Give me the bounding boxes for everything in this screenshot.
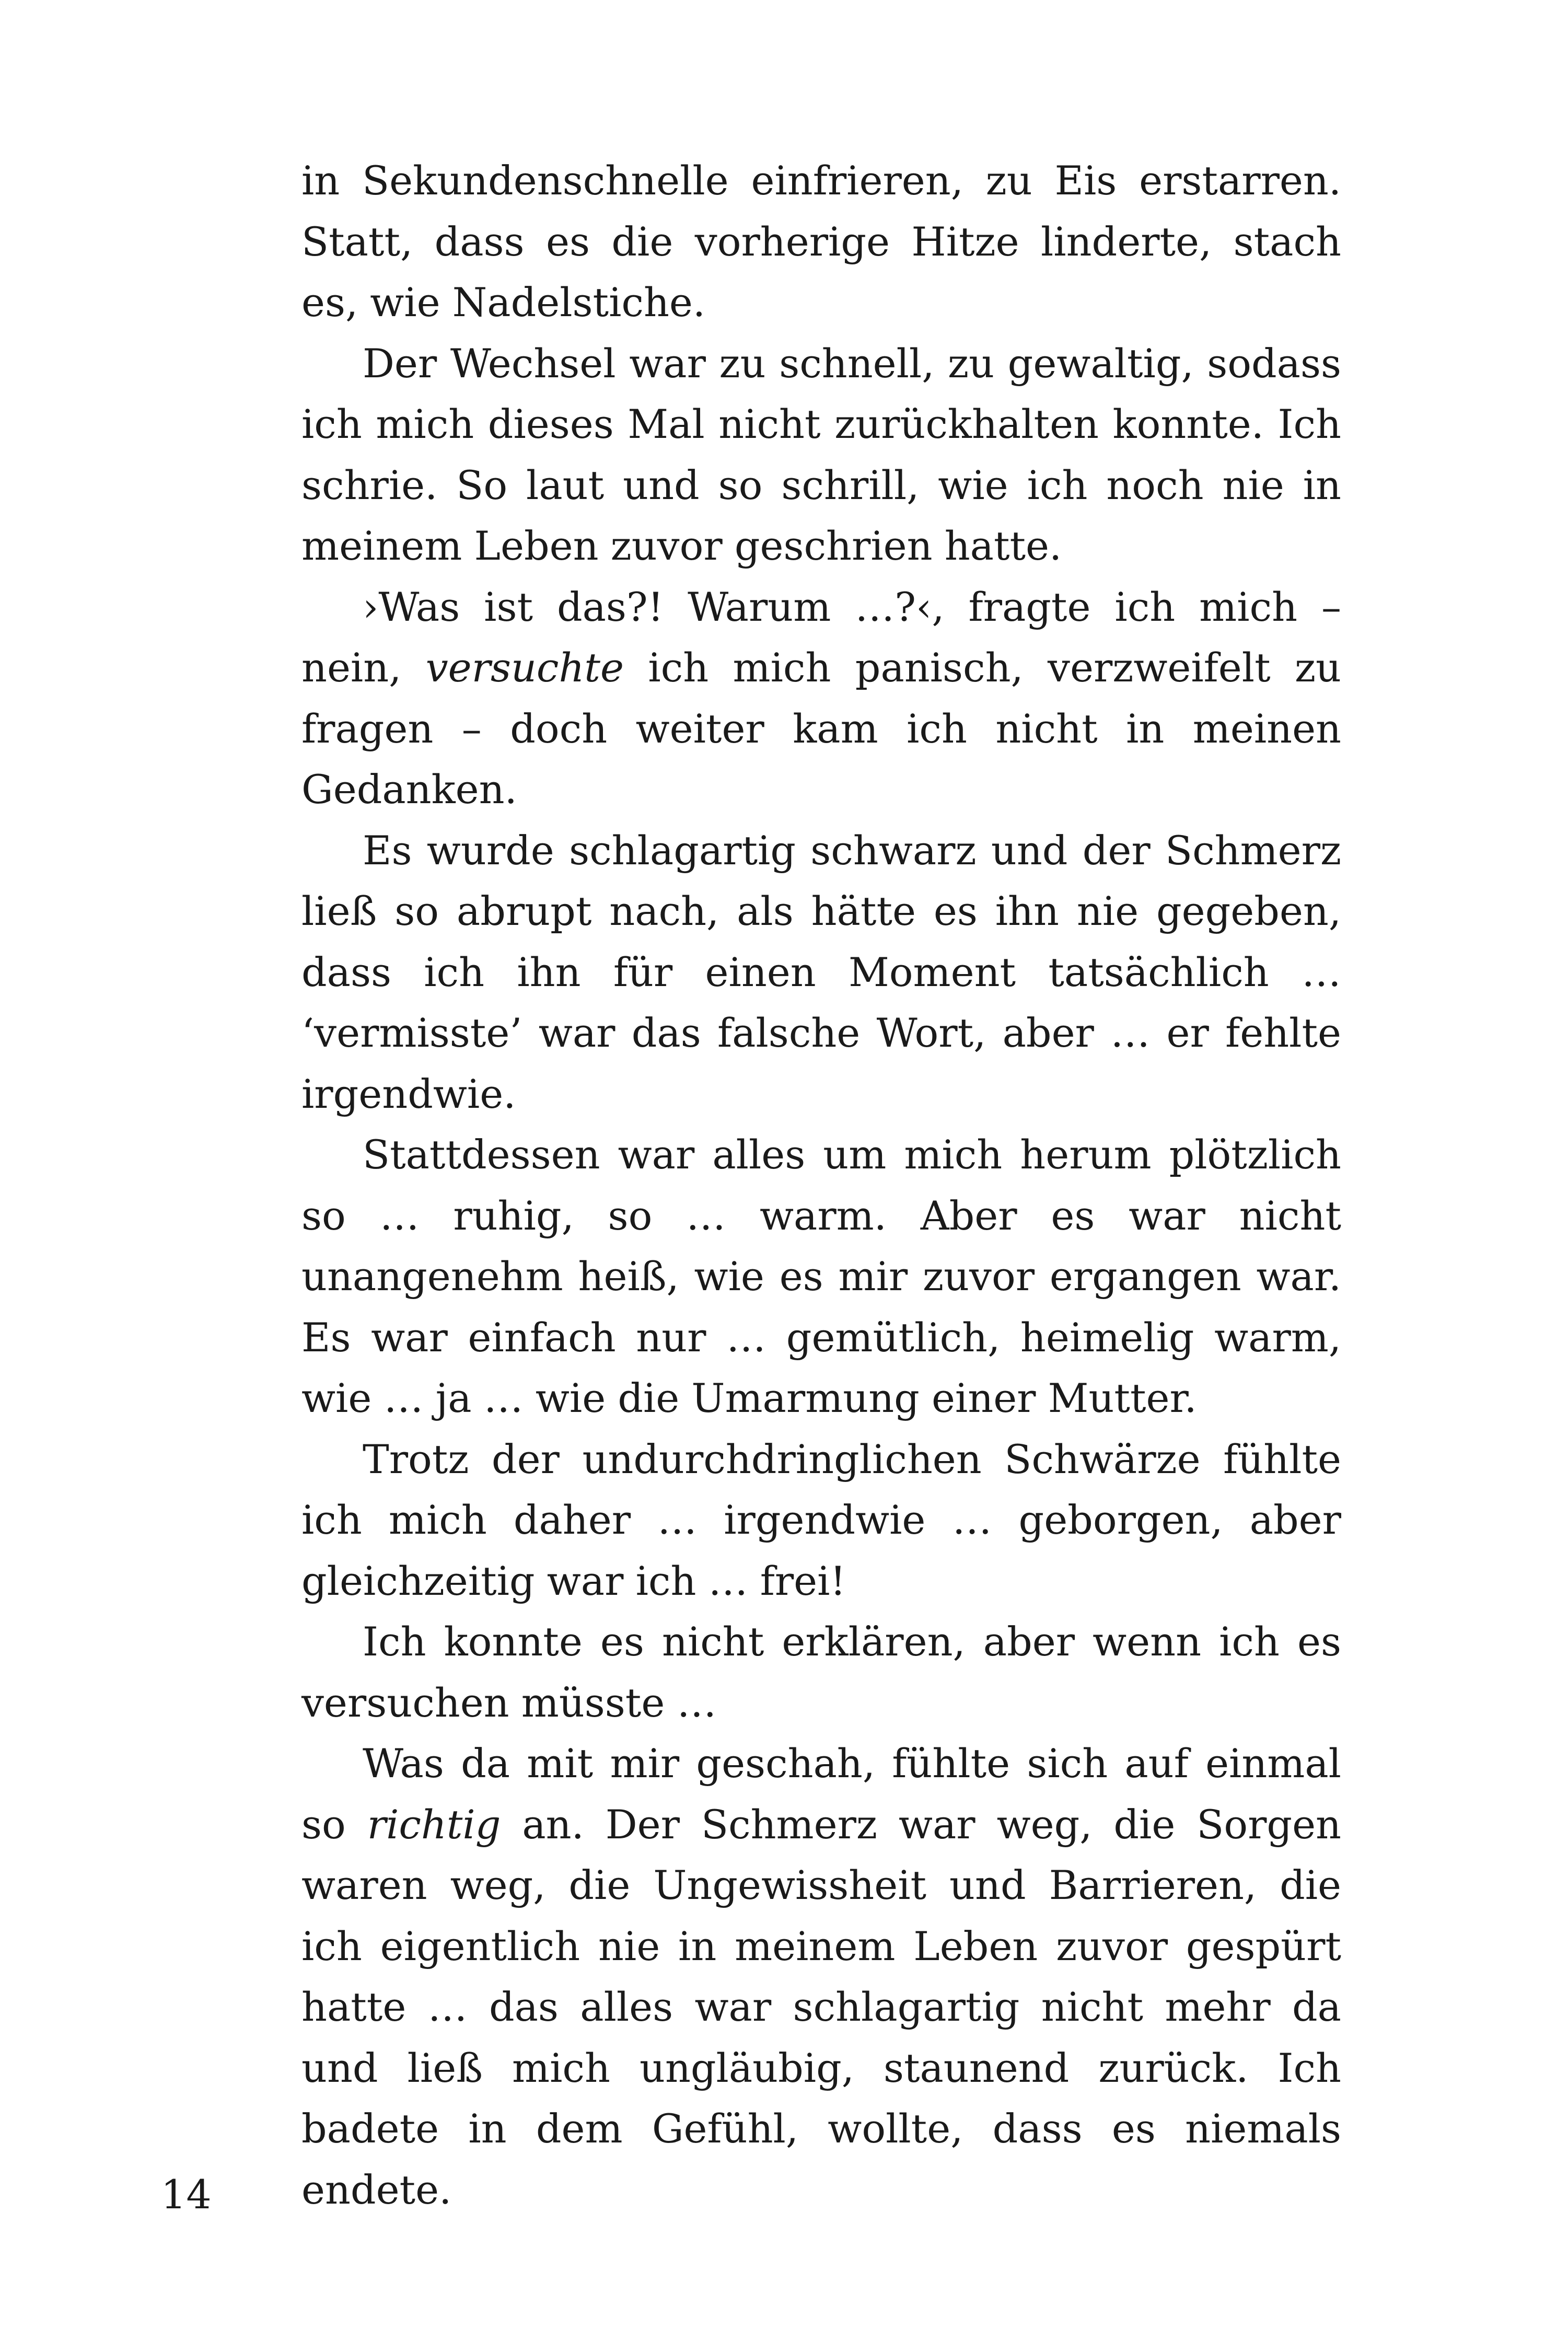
text-run: Stattdessen war alles um mich herum plötzlich so … ruhig, so … warm. Aber es war nicht unangenehm heiß, wie es mir zuvor ergangen war. Es war einfach nur … gemütlich, heimelig warm, wie … ja … wie die Umarmung einer Mutter. [301, 1131, 1341, 1421]
text-run: ›Was ist das?! Warum …?‹, fragte ich mich – nein, [301, 583, 1341, 691]
text-run: an. Der Schmerz war weg, die Sorgen waren weg, die Ungewissheit und Barrieren, die ich eigentlich nie in meinem Leben zuvor gespürt hatte … das alles war schlagartig nicht mehr da und ließ mich ungläubig, staunend zurück. Ich badete in dem Gefühl, wollte, dass es niemals endete. [301, 1801, 1341, 2213]
text-run: Der Wechsel war zu schnell, zu gewaltig, sodass ich mich dieses Mal nicht zurückhalten konnte. Ich schrie. So laut und so schrill, wie ich noch nie in meinem Leben zuvor geschrien hatte. [301, 340, 1341, 569]
text-run: Ich konnte es nicht erklären, aber wenn ich es versuchen müsste … [301, 1618, 1341, 1726]
page-number: 14 [161, 2171, 212, 2218]
text-run: Trotz der undurchdringlichen Schwärze fühlte ich mich daher … irgendwie … geborgen, aber gleichzeitig war ich … frei! [301, 1435, 1341, 1604]
text-run: in Sekundenschnelle einfrieren, zu Eis erstarren. Statt, dass es die vorherige Hitze linderte, stach es, wie Nadelstiche. [301, 157, 1341, 326]
text-run: ich mich panisch, verzweifelt zu fragen – doch weiter kam ich nicht in meinen Gedanken. [301, 644, 1341, 813]
paragraph [301, 150, 1341, 333]
text-run: Es wurde schlagartig schwarz und der Schmerz ließ so abrupt nach, als hätte es ihn nie gegeben, dass ich ihn für einen Moment tatsächlich … ‘vermisste’ war das falsche Wort, aber … er fehlte irgendwie. [301, 827, 1341, 1117]
paragraph [301, 1733, 1341, 2220]
body-text [301, 150, 1341, 2220]
paragraph [301, 820, 1341, 1125]
paragraph [301, 333, 1341, 577]
paragraph [301, 1429, 1341, 1612]
text-run: Was da mit mir geschah, fühlte sich auf einmal so [301, 1740, 1341, 1848]
paragraph [301, 577, 1341, 820]
emphasis: richtig [367, 1801, 501, 1848]
paragraph [301, 1125, 1341, 1429]
emphasis: versuchte [425, 644, 624, 691]
paragraph [301, 1612, 1341, 1733]
